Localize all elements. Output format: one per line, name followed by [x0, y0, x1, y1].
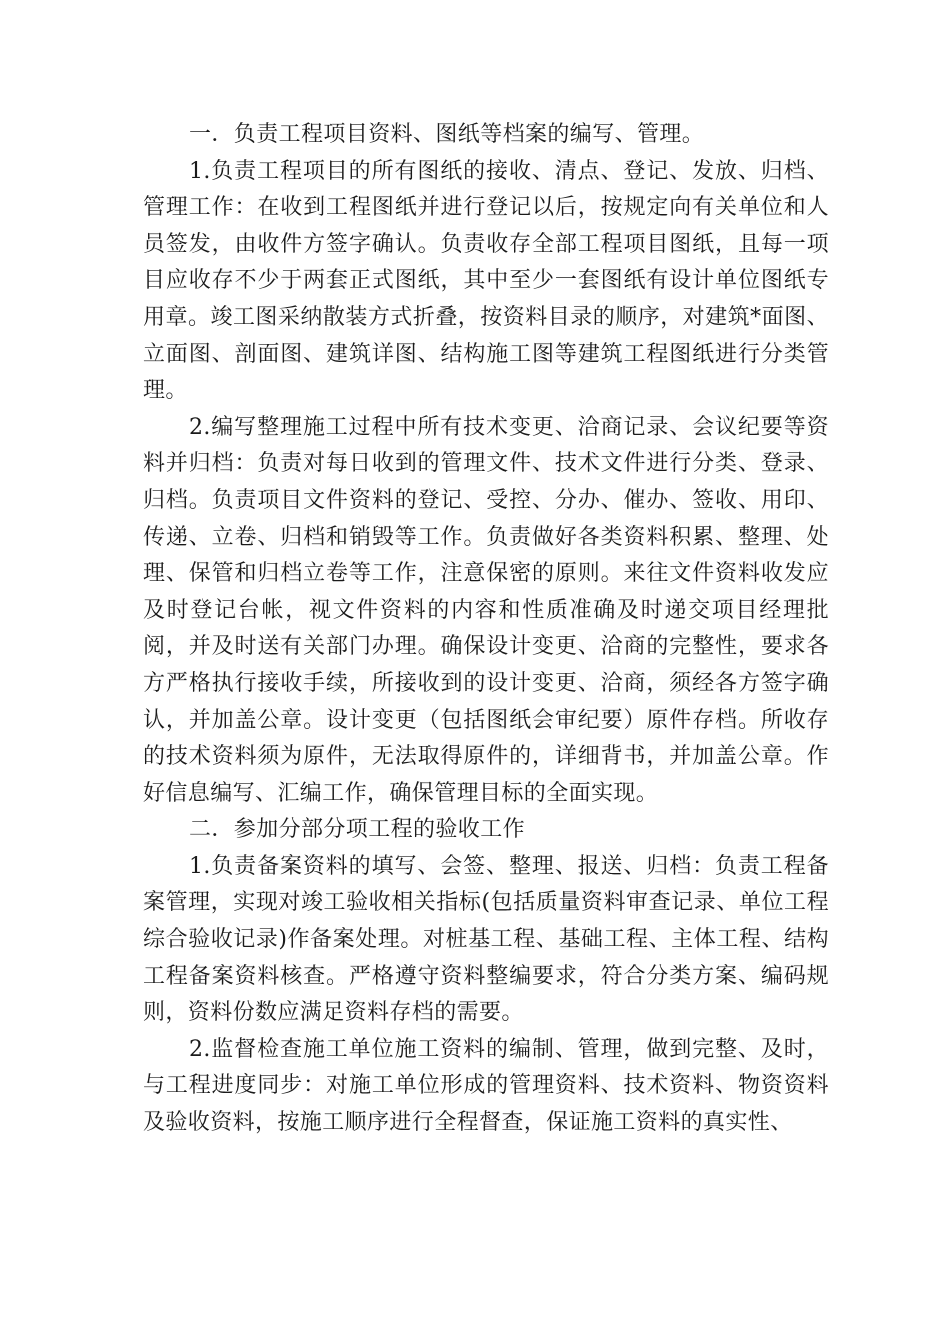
section-2-item-1: 1.负责备案资料的填写、会签、整理、报送、归档：负责工程备案管理，实现对竣工验收相关指标(包括质量资料审查记录、单位工程综合验收记录)作备案处理。对桩基工程、基础工程、主体工程、结构工程备案资料核查。严格遵守资料整编要求，符合分类方案、编码规则，资料份数应满足资料存档的需要。	[143, 853, 829, 1026]
section-1-item-2: 2.编写整理施工过程中所有技术变更、洽商记录、会议纪要等资料并归档：负责对每日收到的管理文件、技术文件进行分类、登录、归档。负责项目文件资料的登记、受控、分办、催办、签收、用印、传递、立卷、归档和销毁等工作。负责做好各类资料积累、整理、处理、保管和归档立卷等工作，注意保密的原则。来往文件资料收发应及时登记台帐，视文件资料的内容和性质准确及时递交项目经理批阅，并及时送有关部门办理。确保设计变更、洽商的完整性，要求各方严格执行接收手续，所接收到的设计变更、洽商，须经各方签字确认，并加盖公章。设计变更（包括图纸会审纪要）原件存档。所收存的技术资料须为原件，无法取得原件的，详细背书，并加盖公章。作好信息编写、汇编工作，确保管理目标的全面实现。	[143, 414, 829, 806]
section-2-heading: 二．参加分部分项工程的验收工作	[189, 817, 526, 843]
section-1-item-1: 1.负责工程项目的所有图纸的接收、清点、登记、发放、归档、管理工作：在收到工程图纸并进行登记以后，按规定向有关单位和人员签发，由收件方签字确认。负责收存全部工程项目图纸，且每一项目应收存不少于两套正式图纸，其中至少一套图纸有设计单位图纸专用章。竣工图采纳散装方式折叠，按资料目录的顺序，对建筑*面图、立面图、剖面图、建筑详图、结构施工图等建筑工程图纸进行分类管理。	[143, 158, 829, 404]
section-1-heading: 一．负责工程项目资料、图纸等档案的编写、管理。	[189, 122, 705, 147]
section-2-item-2: 2.监督检查施工单位施工资料的编制、管理，做到完整、及时，与工程进度同步：对施工单位形成的管理资料、技术资料、物资资料及验收资料，按施工顺序进行全程督查，保证施工资料的真实性、	[143, 1036, 829, 1136]
document-body	[143, 117, 829, 1142]
